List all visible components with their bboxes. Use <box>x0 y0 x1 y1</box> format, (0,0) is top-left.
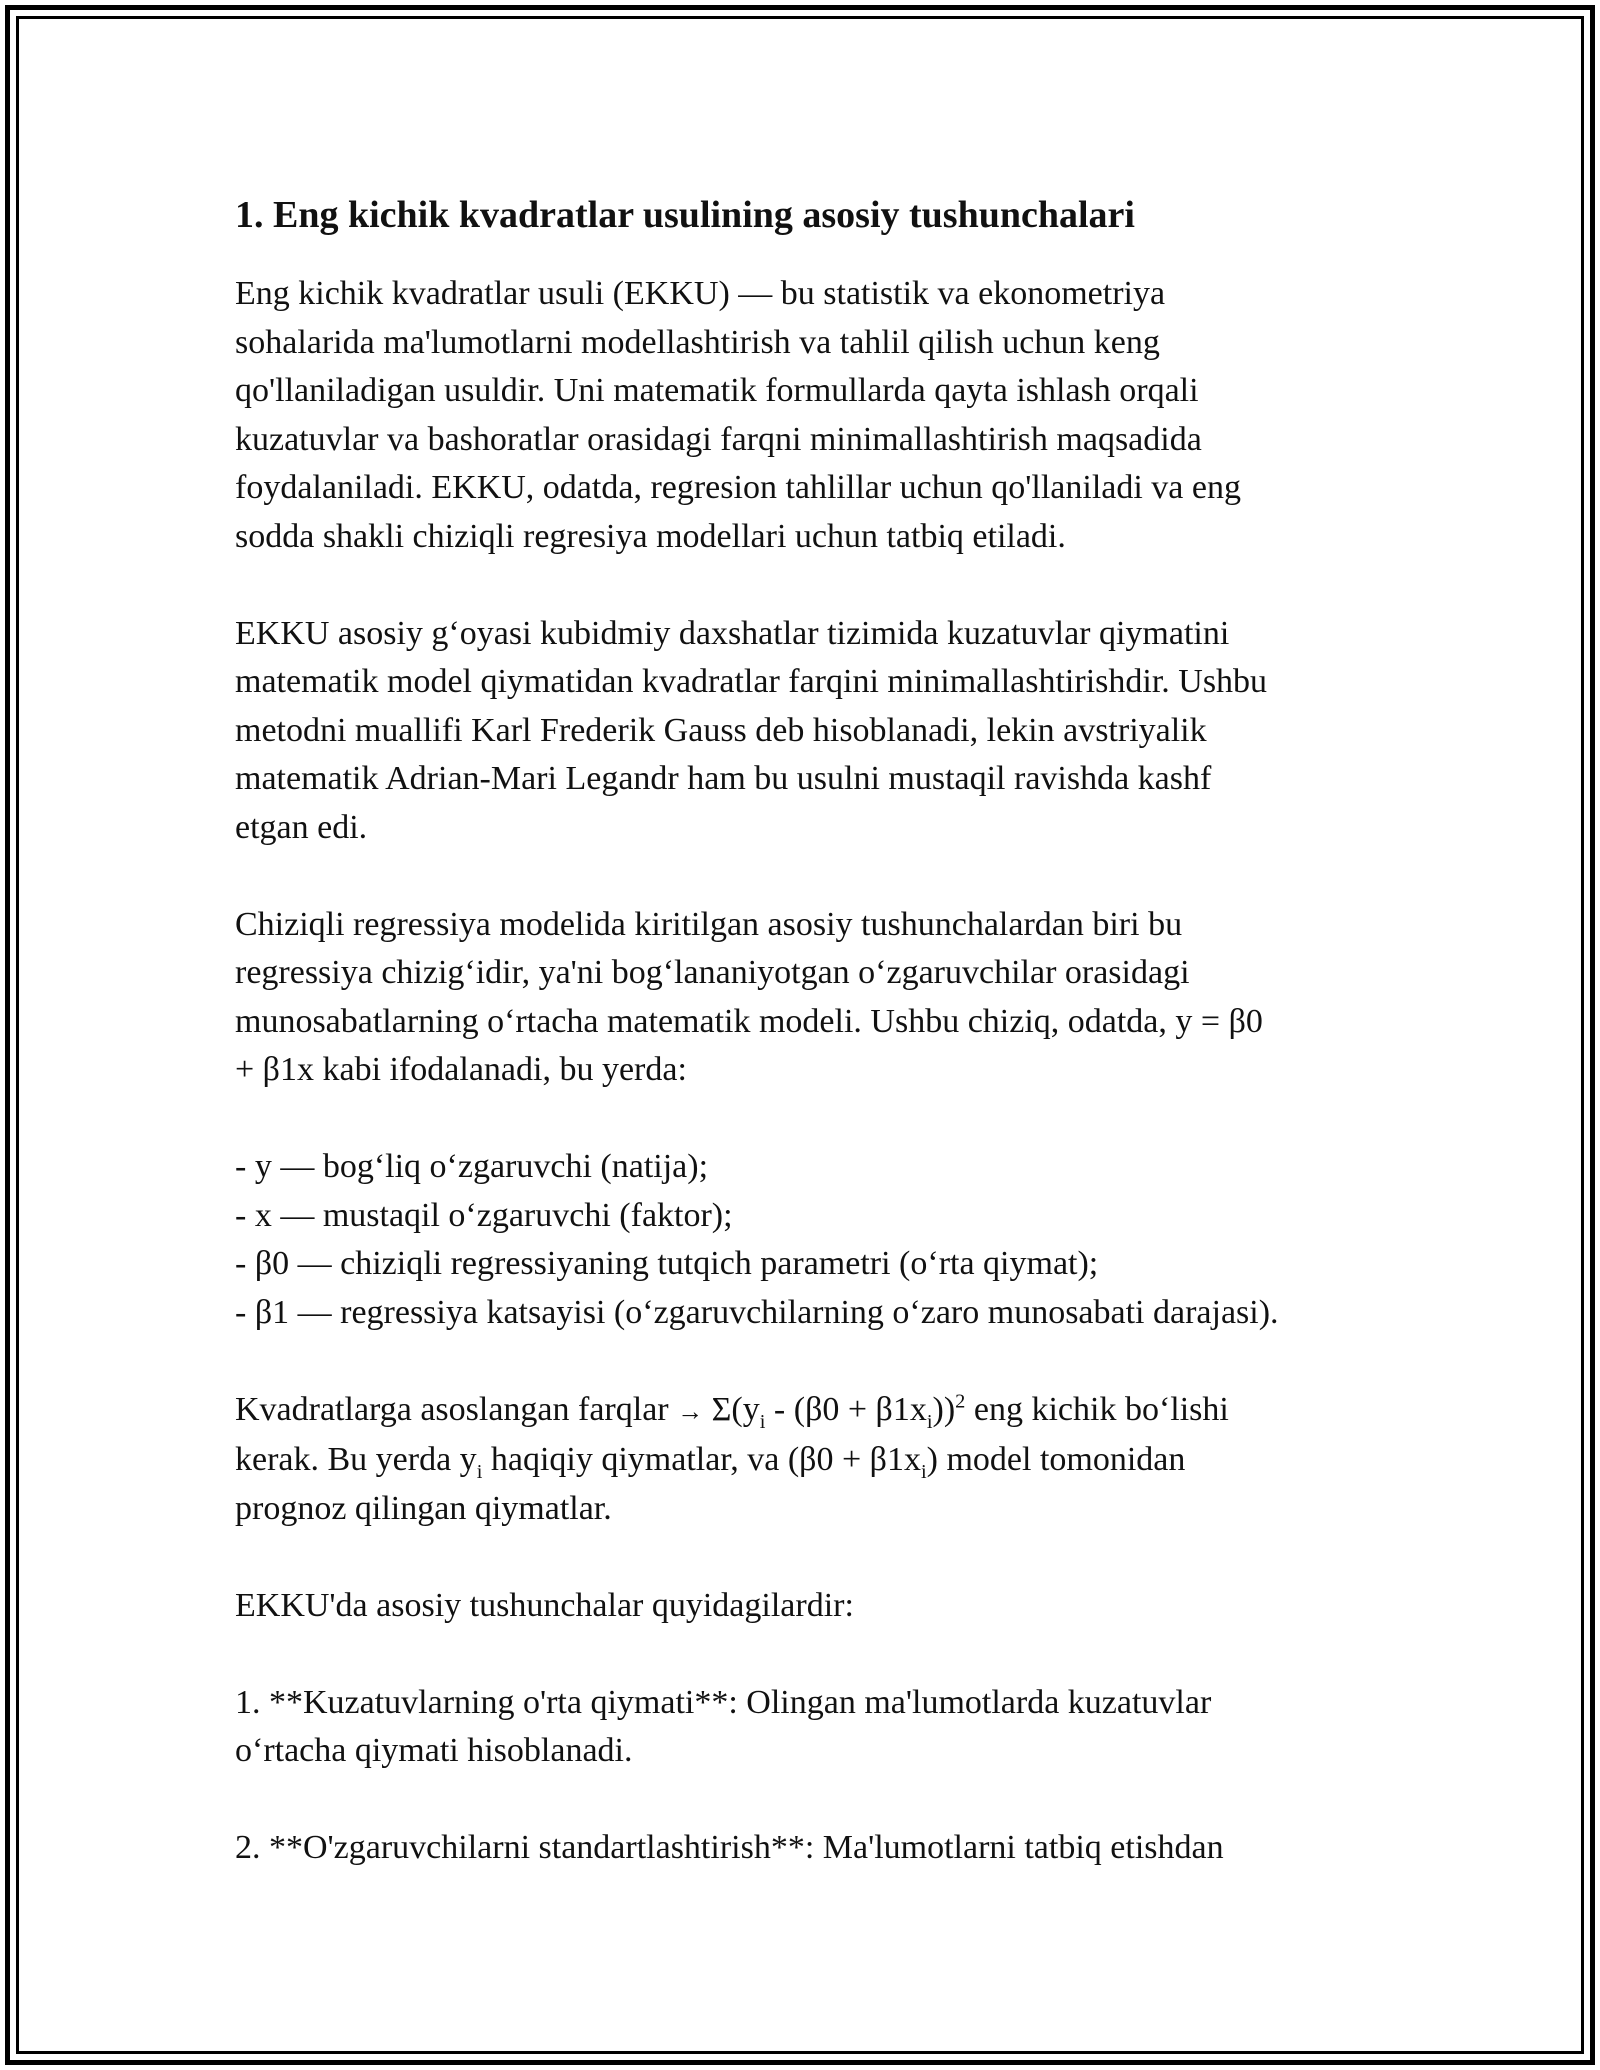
definition-list <box>235 1143 1395 1337</box>
definition-item-beta0: - β0 — chiziqli regressiyaning tutqich parametri (o‘rta qiymat); <box>235 1245 1099 1282</box>
concept-item-mean: 1. **Kuzatuvlarning o'rta qiymati**: Olingan ma'lumotlarda kuzatuvlar o‘rtacha qiymati hisoblanadi. <box>235 1683 1212 1769</box>
document-body <box>235 180 1395 1873</box>
arrow-icon: → <box>677 1396 704 1426</box>
section-heading: 1. Eng kichik kvadratlar usulining asosiy tushunchalari <box>235 194 1135 236</box>
definition-item-beta1: - β1 — regressiya katsayisi (o‘zgaruvchilarning o‘zaro munosabati darajasi). <box>235 1293 1279 1331</box>
paragraph-formula: Kvadratlarga asoslangan farqlar → $\Sigma(y_i - (\beta 0 + \beta 1x_i))^2$ eng kichik bo‘lishi kerak. Bu yerda $y_i$ haqiqiy qiymatlar, va $(\beta 0 + \beta 1x_i)$ model tomonidan prognoz qilingan qiymatlar. <box>235 1390 1229 1527</box>
paragraph-intro: Eng kichik kvadratlar usuli (EKKU) — bu statistik va ekonometriya sohalarida ma'lumotlarni modellashtirish va tahlil qilish uchun keng qo'llaniladigan usuldir. Uni matematik formullarda qayta ishlash orqali kuzatuvlar va bashoratlar orasidagi farqni minimallashtirish maqsadida foydalaniladi. EKKU, odatda, regresion tahlillar uchun qo'llaniladi va eng sodda shakli chiziqli regresiya modellari uchun tatbiq etiladi. <box>235 275 1241 555</box>
definition-item-y: - y — bog‘liq o‘zgaruvchi (natija); <box>235 1148 709 1185</box>
definition-item-x: - x — mustaqil o‘zgaruvchi (faktor); <box>235 1196 733 1234</box>
paragraph-regression-line: Chiziqli regressiya modelida kiritilgan asosiy tushunchalardan biri bu regressiya chizig‘idir, ya'ni bog‘lananiyotgan o‘zgaruvchilar orasidagi munosabatlarning o‘rtacha matematik modeli. Ushbu chiziq, odatda, y = β0 + β1x kabi ifodalanadi, bu yerda: <box>235 905 1263 1088</box>
concept-item-standardization: 2. **O'zgaruvchilarni standartlashtirish**: Ma'lumotlarni tatbiq etishdan <box>235 1829 1224 1866</box>
paragraph-concepts-intro: EKKU'da asosiy tushunchalar quyidagilardir: <box>235 1586 854 1624</box>
paragraph-history: EKKU asosiy g‘oyasi kubidmiy daxshatlar tizimida kuzatuvlar qiymatini matematik model qiymatidan kvadratlar farqini minimallashtirishdir. Ushbu metodni muallifi Karl Frederik Gauss deb hisoblanadi, lekin avstriyalik matematik Adrian-Mari Legandr ham bu usulni mustaqil ravishda kashf etgan edi. <box>235 614 1268 846</box>
